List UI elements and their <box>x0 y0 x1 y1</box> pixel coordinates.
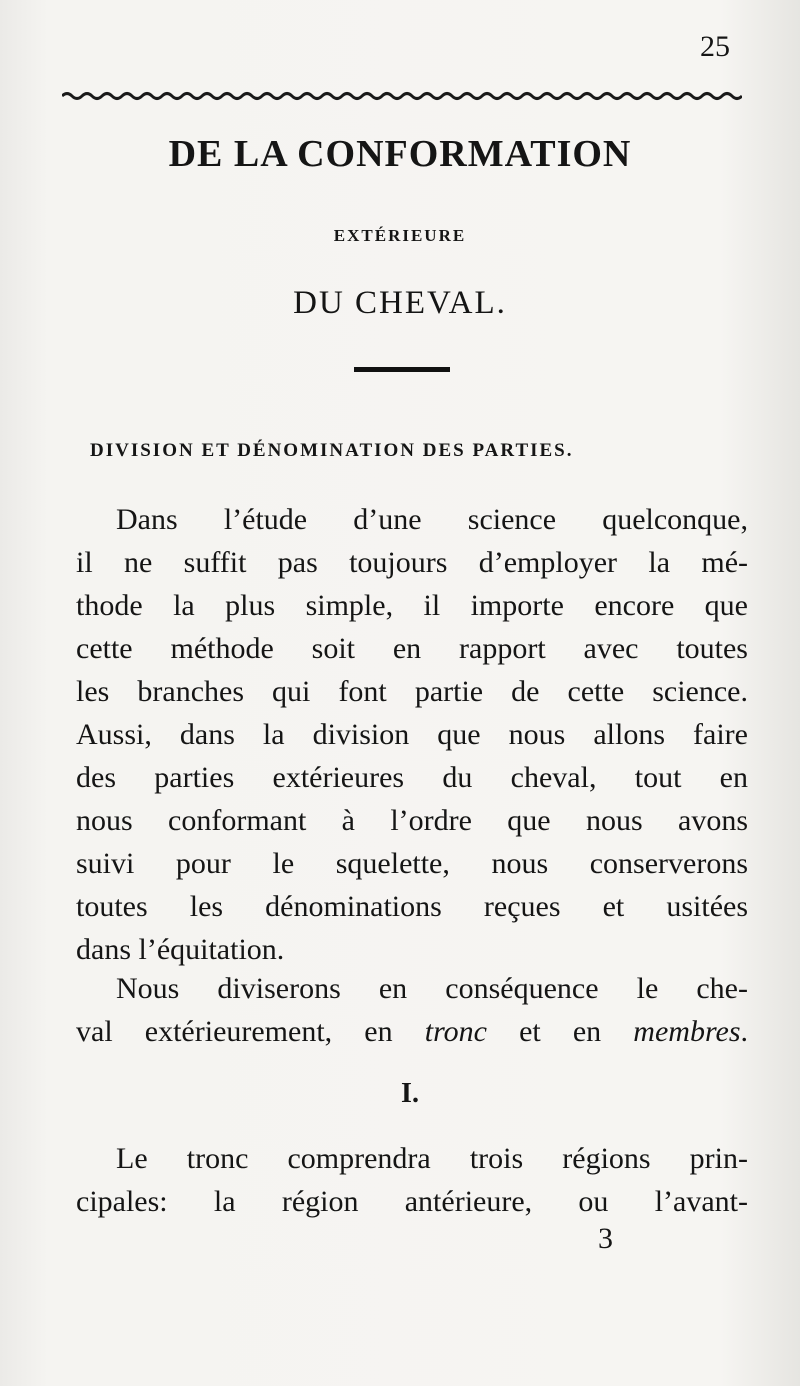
ornamental-rule <box>62 90 742 102</box>
paragraph-line: les branches qui font partie de cette science. <box>76 675 748 708</box>
paragraph-line: thode la plus simple, il importe encore que <box>76 589 748 622</box>
paragraph-line: des parties extérieures du cheval, tout en <box>76 761 748 794</box>
paragraph-line: nous conformant à l’ordre que nous avons <box>76 804 748 837</box>
paragraph-line: Le tronc comprendra trois régions prin- <box>116 1142 748 1175</box>
italic-term-membres: membres <box>633 1015 741 1048</box>
paragraph-line: suivi pour le squelette, nous conserverons <box>76 847 748 880</box>
chapter-subtitle-2: DU CHEVAL. <box>293 285 507 321</box>
paragraph-2 <box>76 967 748 1053</box>
paragraph-line: Nous diviserons en conséquence le che- <box>116 972 748 1005</box>
paragraph-line: cette méthode soit en rapport avec toutes <box>76 632 748 665</box>
paragraph-line: il ne suffit pas toujours d’employer la mé- <box>76 546 748 579</box>
paragraph-1 <box>76 498 748 971</box>
text-run: val extérieurement, en <box>76 1015 425 1048</box>
page-number: 25 <box>700 30 730 63</box>
paragraph-line <box>76 1010 748 1053</box>
text-run: et en <box>486 1015 634 1048</box>
chapter-subtitle: EXTÉRIEURE <box>333 226 467 245</box>
section-heading: DIVISION ET DÉNOMINATION DES PARTIES. <box>90 440 574 461</box>
italic-term-tronc: tronc <box>424 1015 487 1048</box>
signature-mark: 3 <box>598 1222 613 1255</box>
paragraph-3 <box>76 1137 748 1223</box>
paragraph-line: toutes les dénominations reçues et usitées <box>76 890 748 923</box>
section-number: I. <box>401 1078 419 1109</box>
text-run: . <box>740 1015 748 1048</box>
paragraph-line: dans l’équitation. <box>76 933 285 966</box>
paragraph-line: Aussi, dans la division que nous allons faire <box>76 718 748 751</box>
title-divider <box>354 367 450 372</box>
chapter-title: DE LA CONFORMATION <box>168 133 632 175</box>
paragraph-line: cipales: la région antérieure, ou l’avant- <box>76 1185 748 1218</box>
paragraph-line: Dans l’étude d’une science quelconque, <box>116 503 748 536</box>
